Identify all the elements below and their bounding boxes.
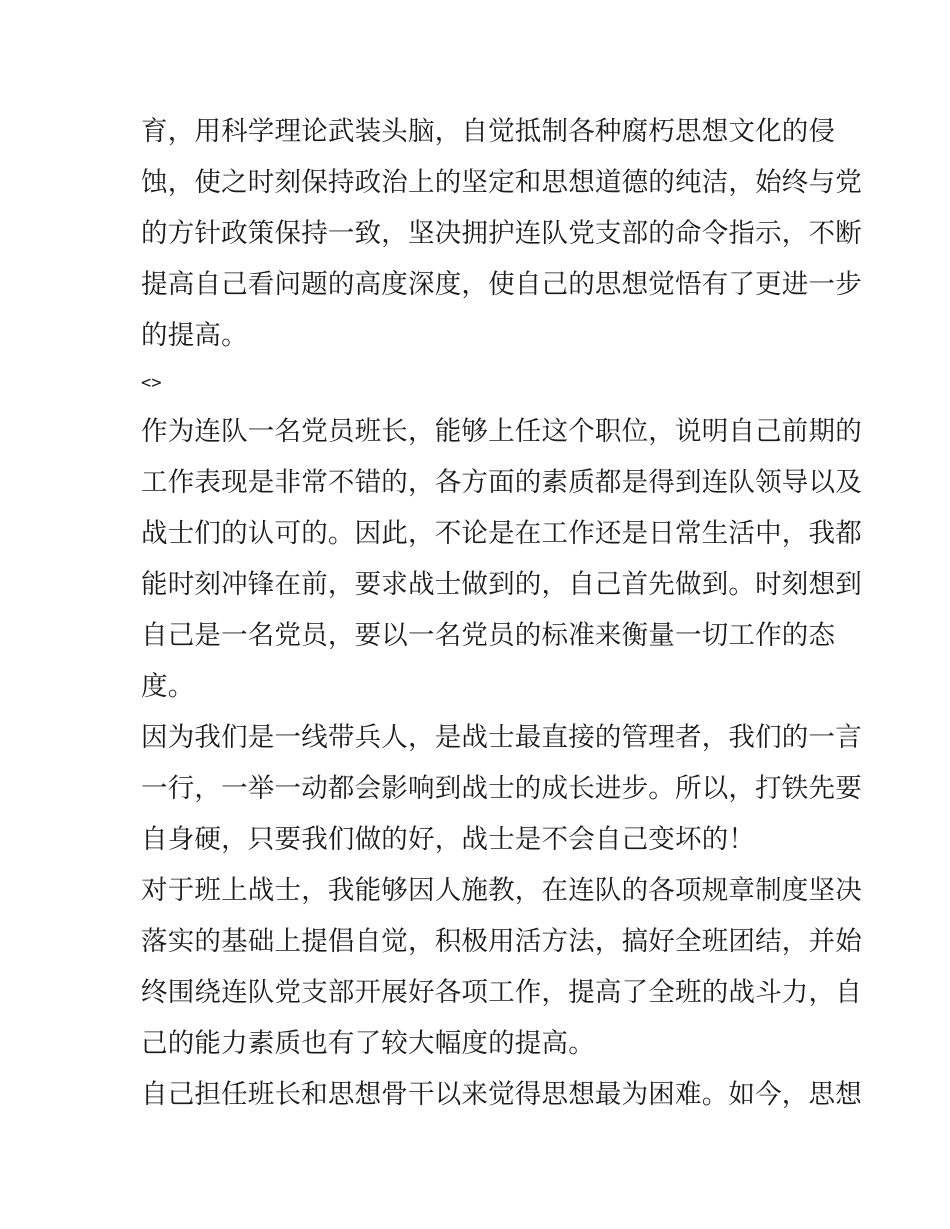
paragraph-4 [141, 865, 862, 1069]
text-line: 落实的基础上提倡自觉，积极用活方法，搞好全班团结，并始 [141, 926, 862, 957]
text-line: 因为我们是一线带兵人，是战士最直接的管理者，我们的一言 [141, 722, 862, 753]
paragraph-2 [141, 406, 862, 712]
text-line: 终围绕连队党支部开展好各项工作，提高了全班的战斗力，自 [141, 977, 862, 1008]
text-line: 一行，一举一动都会影响到战士的成长进步。所以，打铁先要 [141, 773, 862, 804]
text-line: 能时刻冲锋在前，要求战士做到的，自己首先做到。时刻想到 [141, 569, 862, 600]
text-line: 自己担任班长和思想骨干以来觉得思想最为困难。如今，思想 [141, 1079, 862, 1110]
text-line: 作为连队一名党员班长，能够上任这个职位，说明自己前期的 [141, 416, 862, 447]
text-line: 的方针政策保持一致，坚决拥护连队党支部的命令指示，不断 [141, 218, 862, 249]
text-line: 度。 [141, 671, 195, 702]
text-line: 己的能力素质也有了较大幅度的提高。 [141, 1028, 595, 1059]
text-line: 蚀，使之时刻保持政治上的坚定和思想道德的纯洁，始终与党 [141, 167, 862, 198]
text-line: 育，用科学理论武装头脑，自觉抵制各种腐朽思想文化的侵 [141, 116, 836, 147]
paragraph-1 [141, 106, 862, 361]
text-line: 对于班上战士，我能够因人施教，在连队的各项规章制度坚决 [141, 875, 862, 906]
text-line: 工作表现是非常不错的，各方面的素质都是得到连队领导以及 [141, 467, 862, 498]
section-marker: <> [141, 373, 162, 393]
document-body [141, 106, 862, 1120]
text-line: 战士们的认可的。因此，不论是在工作还是日常生活中，我都 [141, 518, 862, 549]
text-line: 自己是一名党员，要以一名党员的标准来衡量一切工作的态 [141, 620, 836, 651]
paragraph-3 [141, 712, 862, 865]
paragraph-5 [141, 1069, 862, 1120]
text-line: 提高自己看问题的高度深度，使自己的思想觉悟有了更进一步 [141, 269, 862, 300]
text-line: 的提高。 [141, 320, 248, 351]
text-line: 自身硬，只要我们做的好，战士是不会自己变坏的！ [141, 824, 756, 855]
